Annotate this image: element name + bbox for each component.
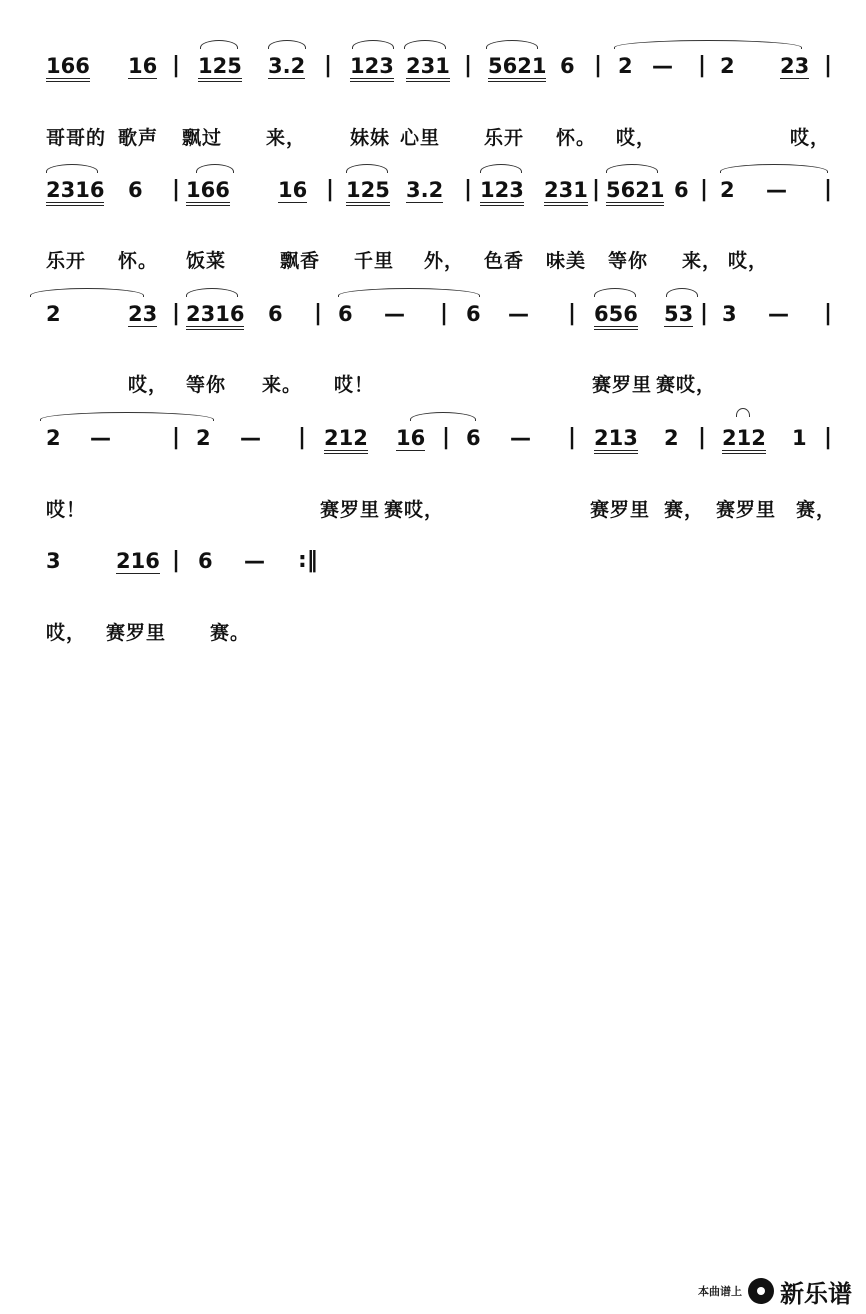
- barline: |: [172, 301, 181, 326]
- note-group: 2: [196, 426, 211, 450]
- notation-line-4: [0, 420, 866, 460]
- lyric: 乐开: [484, 127, 525, 149]
- lyric: 赛罗里: [320, 499, 381, 521]
- note-group: 6: [268, 302, 283, 326]
- barline: |: [594, 53, 603, 78]
- lyric: 哎，: [128, 374, 169, 396]
- note-group: 6: [128, 178, 143, 202]
- lyric: 哎，: [46, 622, 87, 644]
- note-group: 6: [466, 426, 481, 450]
- note-group: 2: [46, 302, 61, 326]
- note-group: 123: [480, 178, 524, 206]
- barline: |: [592, 177, 601, 202]
- lyric: 歌声: [118, 127, 159, 149]
- note-group: 213: [594, 426, 638, 454]
- dash: —: [240, 426, 261, 450]
- barline: |: [172, 425, 181, 450]
- barline: |: [298, 425, 307, 450]
- lyric: 饭菜: [186, 250, 227, 272]
- note-group: 16: [128, 54, 158, 78]
- watermark-caption: 本曲谱上: [698, 1285, 742, 1298]
- lyric: 外，: [424, 250, 465, 272]
- note-group: 2: [618, 54, 633, 78]
- lyric: 怀。: [118, 250, 159, 272]
- barline: |: [824, 425, 833, 450]
- barline: |: [172, 177, 181, 202]
- note-group: 123: [350, 54, 394, 82]
- lyrics-line-3: [0, 362, 866, 402]
- lyric: 赛罗里: [716, 499, 777, 521]
- lyric: 哎！: [334, 374, 375, 396]
- notation-line-1: [0, 48, 866, 88]
- lyric: 赛罗里: [106, 622, 167, 644]
- barline: |: [324, 53, 333, 78]
- barline: |: [824, 301, 833, 326]
- barline: |: [568, 425, 577, 450]
- barline: |: [442, 425, 451, 450]
- note-group: 5621: [488, 54, 546, 82]
- lyric: 来，: [266, 127, 307, 149]
- lyric: 飘过: [182, 127, 223, 149]
- note-group: 6: [674, 178, 689, 202]
- barline: |: [824, 53, 833, 78]
- note-group: 125: [198, 54, 242, 82]
- lyric: 哎，: [616, 127, 657, 149]
- lyric: 哎，: [790, 127, 831, 149]
- notation-line-5: [0, 543, 866, 583]
- lyric: 哥哥的: [46, 127, 107, 149]
- lyrics-line-5: [0, 610, 866, 650]
- lyric: 飘香: [280, 250, 321, 272]
- note-group: 2: [46, 426, 61, 450]
- barline: |: [464, 177, 473, 202]
- note-group: 1: [792, 426, 807, 450]
- note-group: 16: [396, 426, 426, 450]
- barline: |: [700, 177, 709, 202]
- barline: |: [700, 301, 709, 326]
- note-group: 2316: [46, 178, 104, 206]
- note-group: 2316: [186, 302, 244, 330]
- note-group: 212: [324, 426, 368, 454]
- note-group: 16: [278, 178, 308, 202]
- lyric: 等你: [186, 374, 227, 396]
- note-group: 3: [722, 302, 737, 326]
- note-group: 231: [406, 54, 450, 82]
- note-group: 23: [128, 302, 158, 326]
- note-group: 166: [46, 54, 90, 82]
- note-group: 216: [116, 549, 160, 573]
- lyric: 赛，: [664, 499, 705, 521]
- lyric: 心里: [400, 127, 441, 149]
- record-disc-icon: [748, 1278, 774, 1304]
- lyric: 妹妹: [350, 127, 391, 149]
- lyric: 怀。: [556, 127, 597, 149]
- lyric: 千里: [354, 250, 395, 272]
- notation-line-2: [0, 172, 866, 212]
- barline: |: [568, 301, 577, 326]
- lyric: 赛罗里: [590, 499, 651, 521]
- barline: |: [698, 425, 707, 450]
- lyric: 等你: [608, 250, 649, 272]
- note-group: 212: [722, 426, 766, 454]
- brand-logo-text: 新乐谱: [780, 1279, 852, 1308]
- dash: —: [244, 549, 265, 573]
- note-group: 23: [780, 54, 810, 78]
- note-group: 2: [664, 426, 679, 450]
- note-group: 2: [720, 54, 735, 78]
- barline: |: [698, 53, 707, 78]
- lyric: 乐开: [46, 250, 87, 272]
- dash: —: [508, 302, 529, 326]
- note-group: 3: [46, 549, 61, 573]
- lyric: 赛哎，: [656, 374, 717, 396]
- dash: —: [510, 426, 531, 450]
- note-group: 6: [466, 302, 481, 326]
- lyrics-line-1: [0, 115, 866, 155]
- note-group: 656: [594, 302, 638, 330]
- barline: |: [326, 177, 335, 202]
- note-group: 231: [544, 178, 588, 206]
- barline: |: [824, 177, 833, 202]
- lyric: 赛。: [210, 622, 251, 644]
- note-group: 2: [720, 178, 735, 202]
- lyric: 赛，: [796, 499, 837, 521]
- lyric: 来，: [682, 250, 723, 272]
- lyric: 赛哎，: [384, 499, 445, 521]
- repeat-sign: :‖: [298, 548, 318, 573]
- note-group: 6: [560, 54, 575, 78]
- lyric: 色香: [484, 250, 525, 272]
- barline: |: [314, 301, 323, 326]
- lyric: 味美: [546, 250, 587, 272]
- notation-line-3: [0, 296, 866, 336]
- dash: —: [652, 54, 673, 78]
- lyric: 赛罗里: [592, 374, 653, 396]
- dash: —: [768, 302, 789, 326]
- barline: |: [464, 53, 473, 78]
- dash: —: [766, 178, 787, 202]
- lyrics-line-2: [0, 238, 866, 278]
- note-group: 166: [186, 178, 230, 206]
- barline: |: [440, 301, 449, 326]
- dash: —: [90, 426, 111, 450]
- note-group: 125: [346, 178, 390, 206]
- barline: |: [172, 53, 181, 78]
- note-group: 6: [198, 549, 213, 573]
- lyric: 来。: [262, 374, 303, 396]
- lyric: 哎！: [46, 499, 87, 521]
- barline: |: [172, 548, 181, 573]
- note-group: 3.2: [268, 54, 306, 78]
- lyric: 哎，: [728, 250, 769, 272]
- dash: —: [384, 302, 405, 326]
- note-group: 53: [664, 302, 694, 326]
- watermark: [698, 1274, 852, 1308]
- note-group: 5621: [606, 178, 664, 206]
- note-group: 6: [338, 302, 353, 326]
- lyrics-line-4: [0, 487, 866, 527]
- note-group: 3.2: [406, 178, 444, 202]
